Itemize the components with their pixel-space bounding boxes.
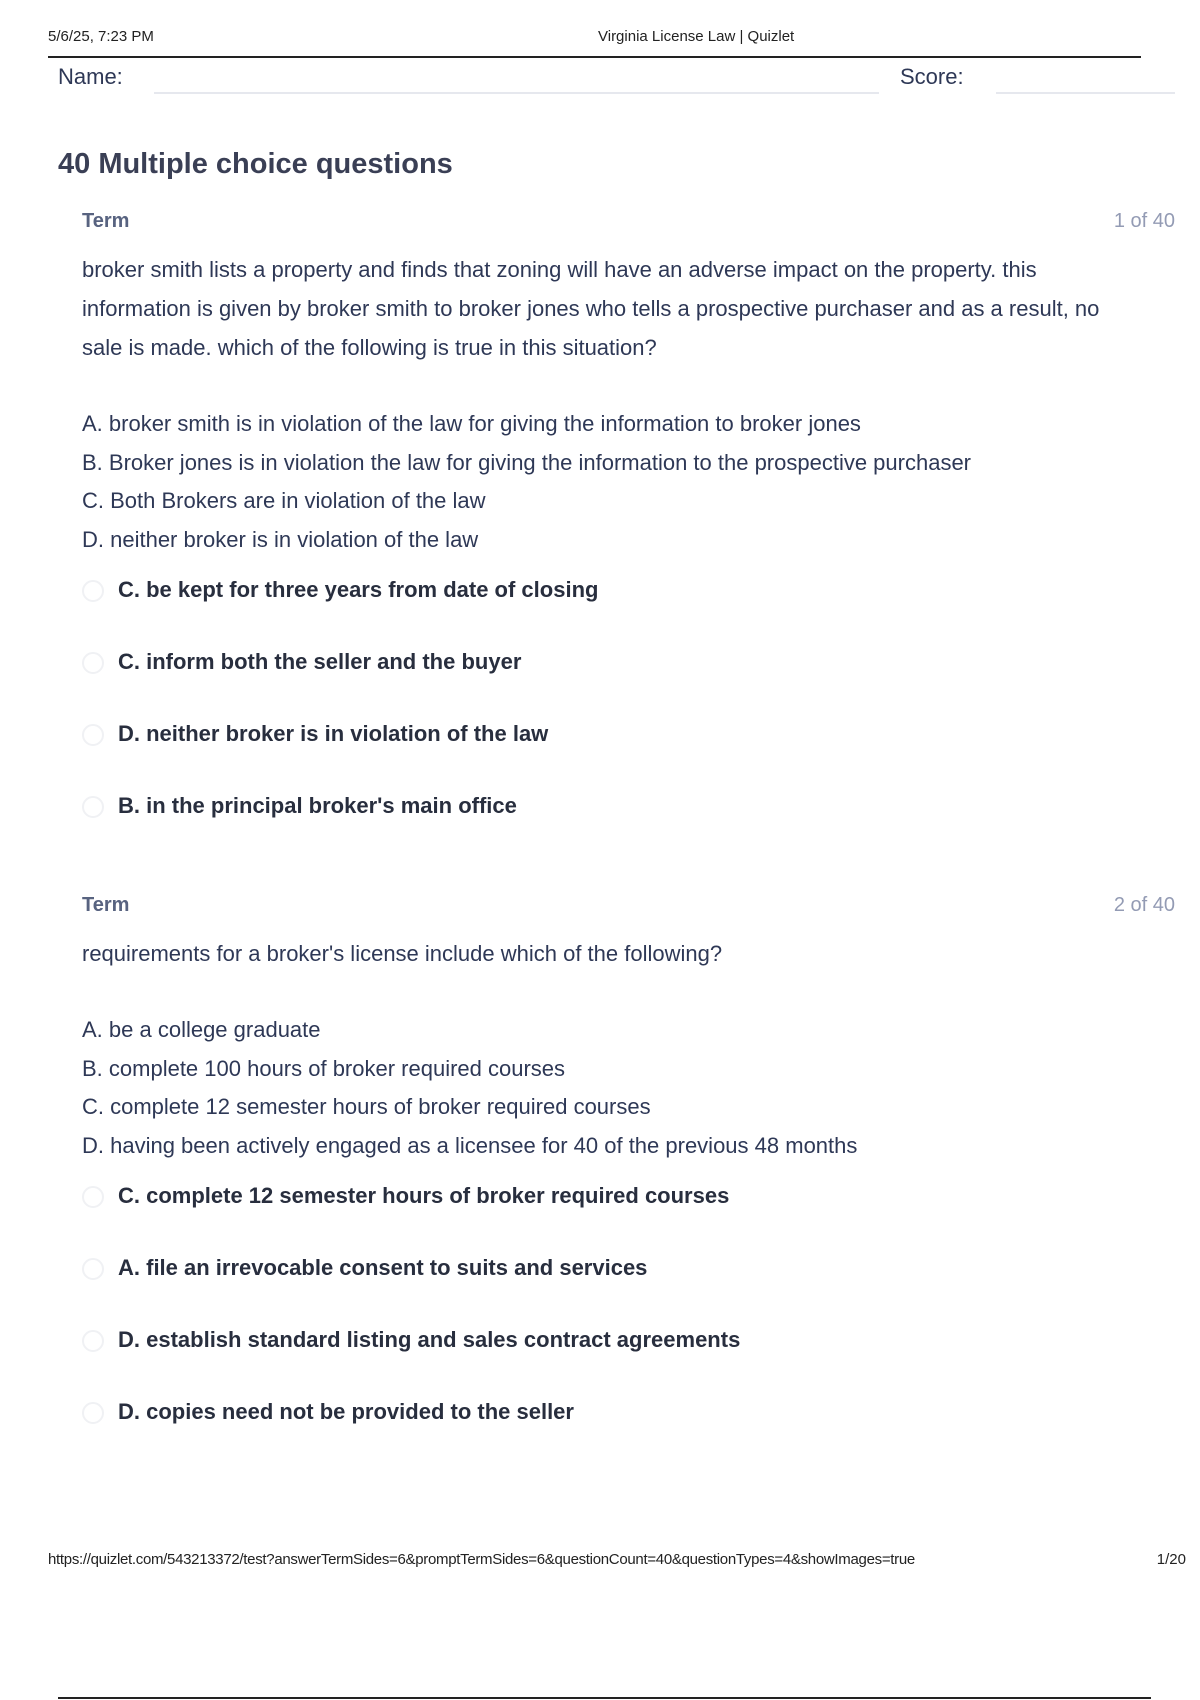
- answer-option-label: C. be kept for three years from date of closing: [118, 577, 599, 602]
- radio-button[interactable]: [82, 796, 104, 818]
- answer-option-label: A. file an irrevocable consent to suits and services: [118, 1255, 648, 1280]
- choice-item: C. Both Brokers are in violation of the law: [82, 488, 486, 513]
- print-page-title: Virginia License Law | Quizlet: [598, 28, 795, 45]
- header-divider: [48, 56, 1141, 58]
- footer-divider: [58, 1697, 1151, 1699]
- radio-button[interactable]: [82, 652, 104, 674]
- page-number: 1/20: [1156, 1551, 1186, 1568]
- question-card: [82, 210, 1175, 857]
- radio-button[interactable]: [82, 580, 104, 602]
- name-label: Name:: [58, 64, 123, 89]
- answer-option-label: D. neither broker is in violation of the law: [118, 721, 549, 746]
- term-label: Term: [82, 894, 130, 916]
- score-label: Score:: [900, 64, 964, 89]
- section-heading: 40 Multiple choice questions: [58, 148, 453, 180]
- answer-option-label: B. in the principal broker's main office: [118, 793, 517, 818]
- choice-item: B. complete 100 hours of broker required courses: [82, 1055, 566, 1081]
- answer-option[interactable]: [82, 641, 1175, 713]
- radio-button[interactable]: [82, 1186, 104, 1208]
- choice-item: A. be a college graduate: [82, 1017, 321, 1042]
- answer-option-label: C. inform both the seller and the buyer: [118, 649, 522, 674]
- answer-option-label: D. copies need not be provided to the seller: [118, 1399, 574, 1424]
- answer-option[interactable]: [82, 1391, 1175, 1463]
- choice-item: C. complete 12 semester hours of broker required courses: [82, 1094, 651, 1119]
- name-field[interactable]: [154, 92, 879, 94]
- answer-option-label: D. establish standard listing and sales contract agreements: [118, 1327, 741, 1352]
- radio-button[interactable]: [82, 724, 104, 746]
- answer-option[interactable]: [82, 1247, 1175, 1319]
- question-prompt: broker smith lists a property and finds that zoning will have an adverse impact on the property. this information is given by broker smith to broker jones who tells a prospective purchaser and as a result, no sale is made. which of the following is true in this situation?: [82, 257, 1100, 360]
- question-prompt: requirements for a broker's license include which of the following?: [82, 941, 723, 966]
- choice-item: B. Broker jones is in violation the law for giving the information to the prospective purchaser: [82, 449, 972, 475]
- term-label: Term: [82, 210, 130, 232]
- answer-options: [82, 1175, 1175, 1463]
- question-counter: 2 of 40: [1113, 894, 1175, 916]
- question-meta: [82, 894, 1175, 918]
- radio-button[interactable]: [82, 1402, 104, 1424]
- choice-list: [82, 1011, 1175, 1165]
- choice-item: D. neither broker is in violation of the law: [82, 526, 479, 552]
- answer-option-label: C. complete 12 semester hours of broker required courses: [118, 1183, 730, 1208]
- name-score-row: [58, 62, 1175, 98]
- choice-list: [82, 405, 1175, 559]
- print-datetime: 5/6/25, 7:23 PM: [48, 28, 154, 45]
- answer-option[interactable]: [82, 569, 1175, 641]
- answer-option[interactable]: [82, 785, 1175, 857]
- choice-item: D. having been actively engaged as a licensee for 40 of the previous 48 months: [82, 1132, 858, 1158]
- answer-options: [82, 569, 1175, 857]
- question-counter: 1 of 40: [1113, 210, 1175, 232]
- answer-option[interactable]: [82, 713, 1175, 785]
- question-meta: [82, 210, 1175, 234]
- radio-button[interactable]: [82, 1330, 104, 1352]
- choice-item: A. broker smith is in violation of the law for giving the information to broker jones: [82, 411, 861, 436]
- page-url: https://quizlet.com/543213372/test?answerTermSides=6&promptTermSides=6&questionCount=40&questionTypes=4&showImages=true: [48, 1551, 915, 1568]
- answer-option[interactable]: [82, 1319, 1175, 1391]
- question-card: [82, 894, 1175, 1463]
- answer-option[interactable]: [82, 1175, 1175, 1247]
- score-field[interactable]: [996, 92, 1175, 94]
- radio-button[interactable]: [82, 1258, 104, 1280]
